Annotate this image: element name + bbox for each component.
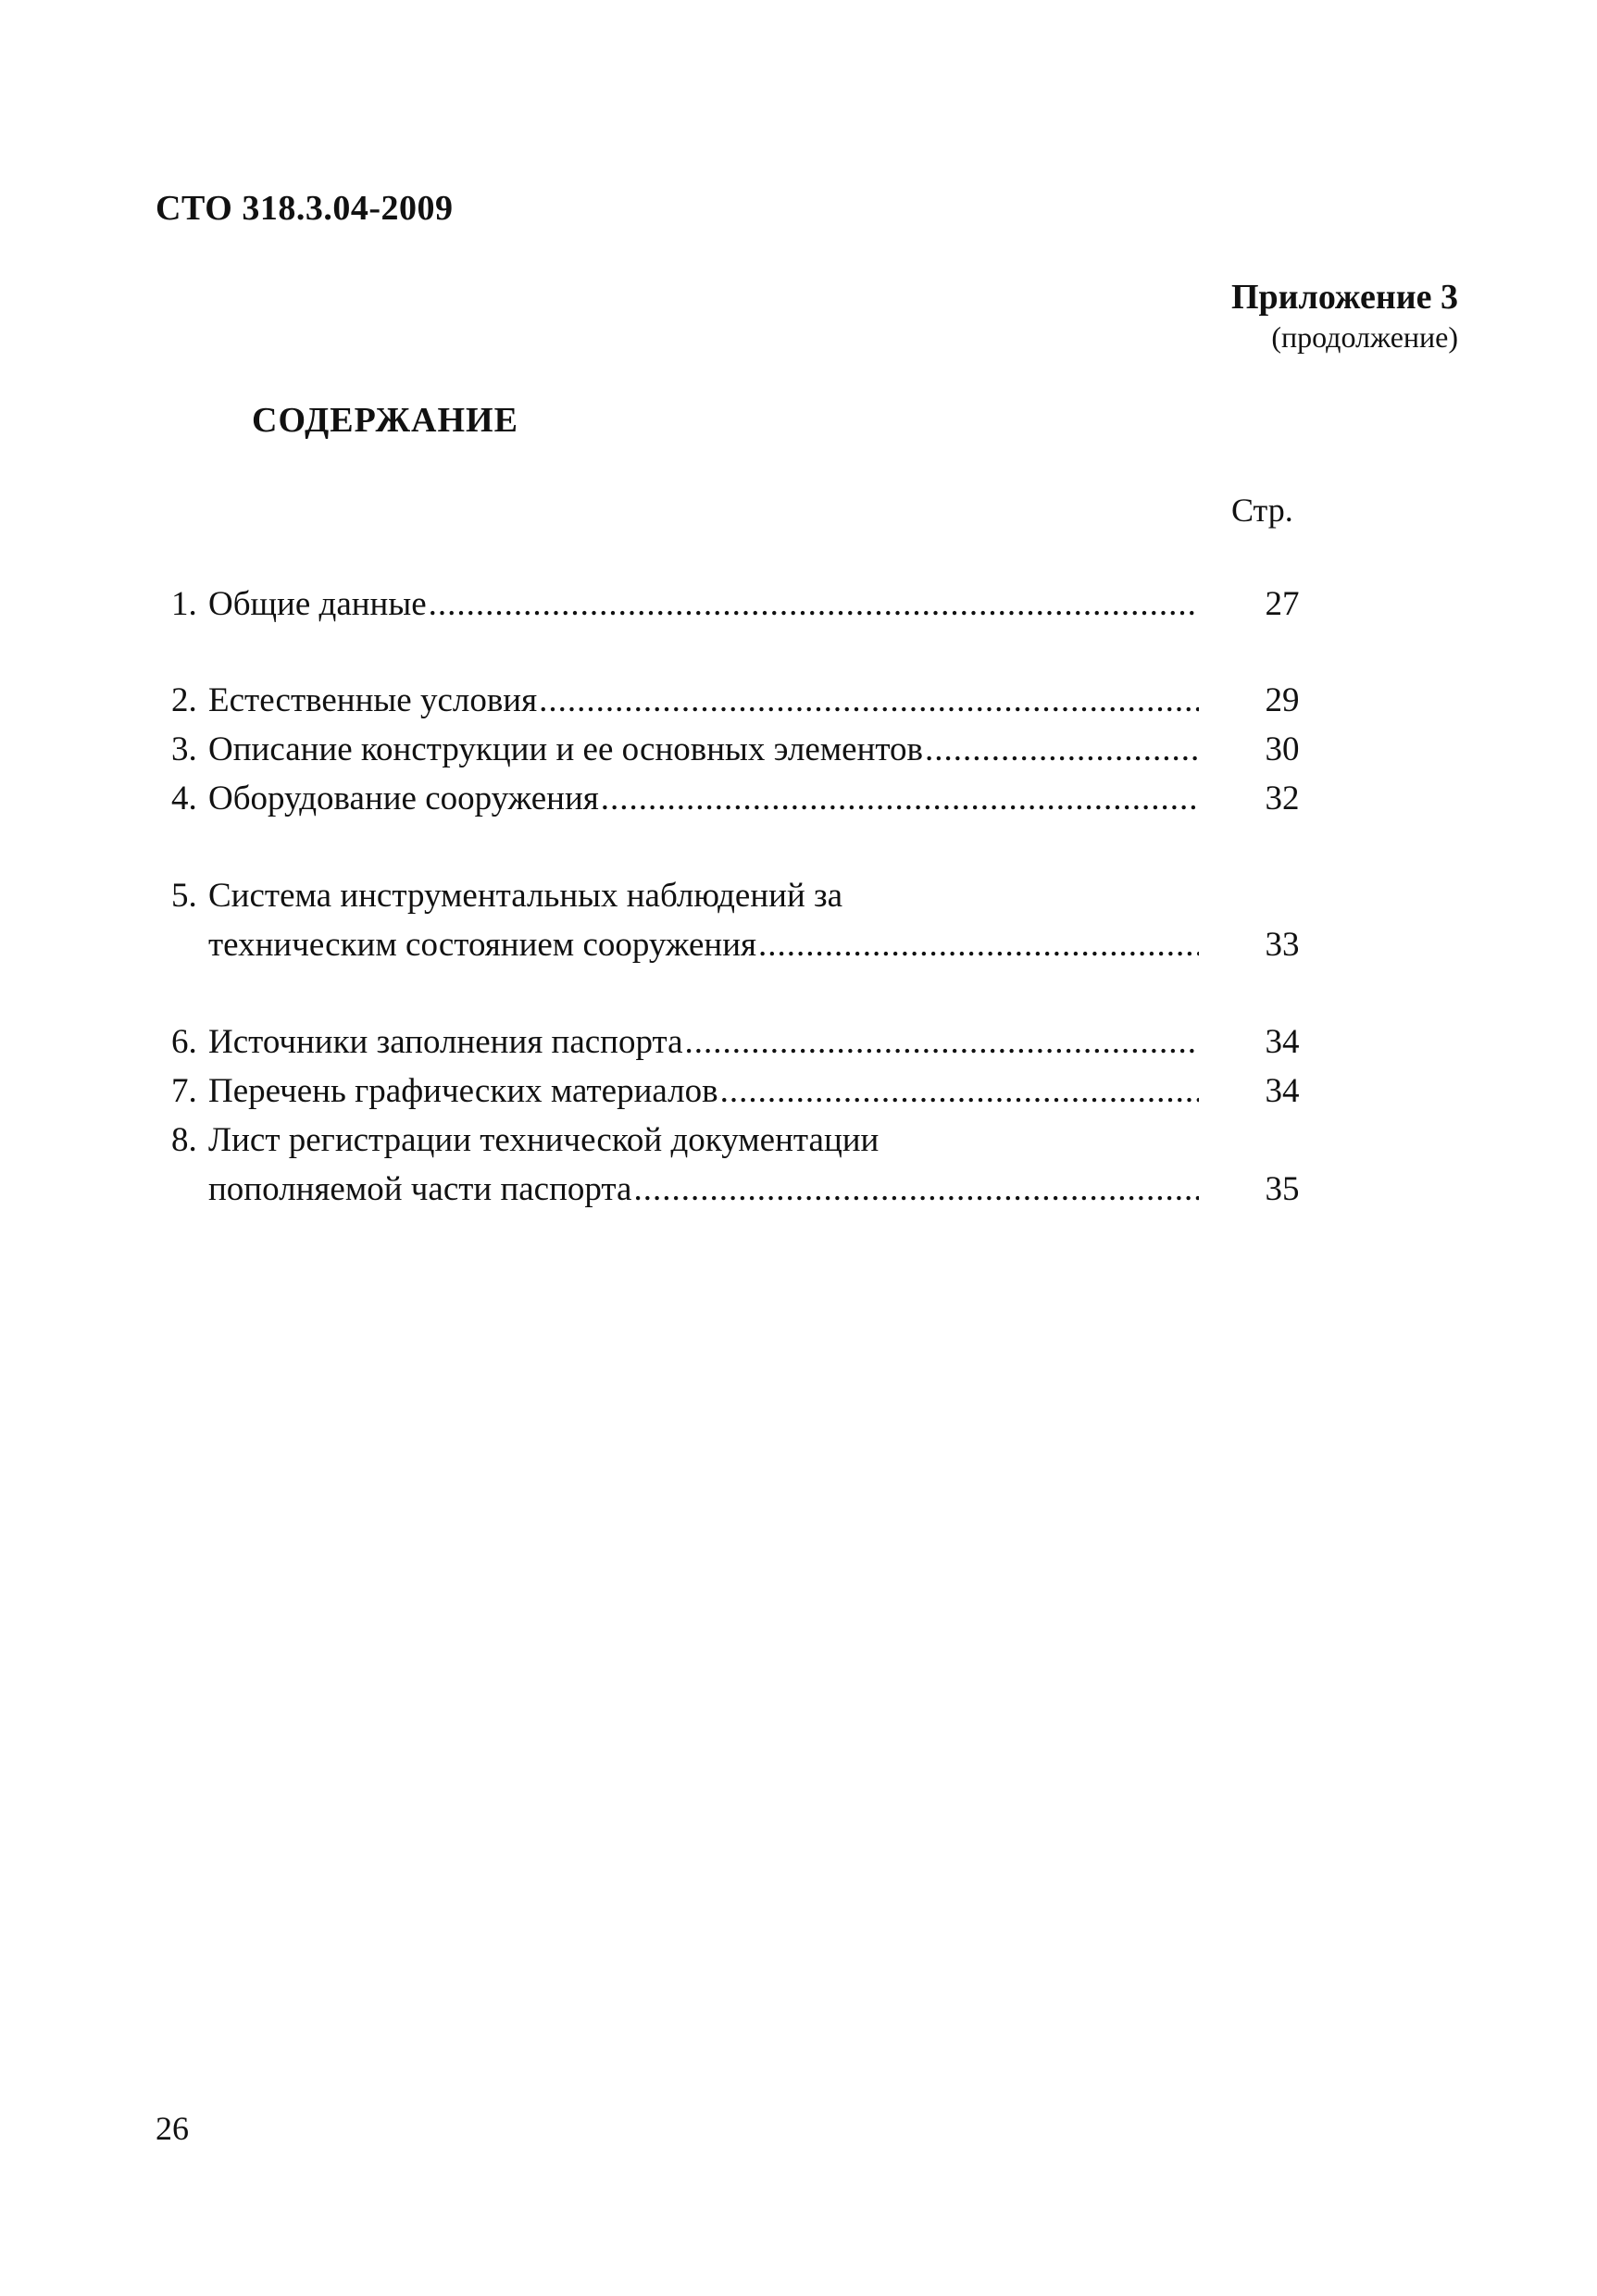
page-column-header: Стр. — [1231, 492, 1293, 529]
toc-entry-text: Описание конструкции и ее основных элементов — [208, 730, 924, 768]
toc-entry-number: 1. — [171, 585, 197, 623]
dot-leader — [925, 727, 1199, 773]
document-code: СТО 318.3.04-2009 — [156, 189, 454, 228]
toc-entry-text: Естественные условия — [208, 681, 538, 719]
toc-entry-page: 33 — [1265, 926, 1300, 964]
toc-entry-number: 4. — [171, 780, 197, 817]
toc-entry-number: 5. — [171, 877, 197, 915]
toc-entry-3[interactable] — [171, 727, 1319, 773]
toc-entry-text: Перечень графических материалов — [208, 1072, 718, 1110]
toc-entry-text: пополняемой части паспорта — [208, 1170, 632, 1208]
toc-entry-number: 8. — [171, 1121, 197, 1159]
toc-entry-text: Система инструментальных наблюдений за — [208, 877, 843, 915]
dot-leader — [685, 1019, 1199, 1066]
dot-leader — [429, 581, 1199, 628]
toc-entry-1[interactable] — [171, 581, 1319, 628]
dot-leader — [633, 1167, 1199, 1213]
appendix-heading — [1231, 276, 1458, 356]
toc-entry-page: 34 — [1265, 1072, 1300, 1110]
appendix-subtitle: (продолжение) — [1271, 320, 1458, 354]
toc-entry-8-first-line[interactable] — [171, 1117, 879, 1164]
toc-entry-2[interactable] — [171, 678, 1319, 724]
dot-leader — [758, 922, 1199, 968]
toc-entry-page: 29 — [1265, 681, 1300, 719]
toc-entry-5-first-line[interactable] — [171, 873, 842, 919]
toc-entry-page: 30 — [1265, 730, 1300, 768]
toc-entry-7[interactable] — [171, 1068, 1319, 1115]
toc-entry-number: 7. — [171, 1072, 197, 1110]
page-number: 26 — [156, 2110, 189, 2147]
dot-leader — [601, 776, 1199, 822]
toc-entry-page: 35 — [1265, 1170, 1300, 1208]
toc-entry-text: техническим состоянием сооружения — [208, 926, 757, 964]
toc-entry-page: 32 — [1265, 780, 1300, 817]
toc-entry-text: Источники заполнения паспорта — [208, 1023, 683, 1061]
toc-entry-number: 2. — [171, 681, 197, 719]
toc-entry-4[interactable] — [171, 776, 1319, 822]
toc-entry-6[interactable] — [171, 1019, 1319, 1066]
toc-entry-page: 34 — [1265, 1023, 1300, 1061]
toc-entry-text: Лист регистрации технической документации — [208, 1121, 880, 1159]
toc-entry-number: 6. — [171, 1023, 197, 1061]
toc-entry-8-continuation[interactable] — [208, 1167, 1319, 1213]
appendix-title: Приложение 3 — [1230, 278, 1458, 317]
toc-title: СОДЕРЖАНИЕ — [252, 401, 518, 440]
toc-entry-text: Оборудование сооружения — [208, 780, 599, 817]
toc-entry-page: 27 — [1265, 585, 1300, 623]
toc-entry-text: Общие данные — [208, 585, 427, 623]
toc-entry-5-continuation[interactable] — [208, 922, 1319, 968]
dot-leader — [720, 1068, 1199, 1115]
dot-leader — [539, 678, 1199, 724]
toc-entry-number: 3. — [171, 730, 197, 768]
